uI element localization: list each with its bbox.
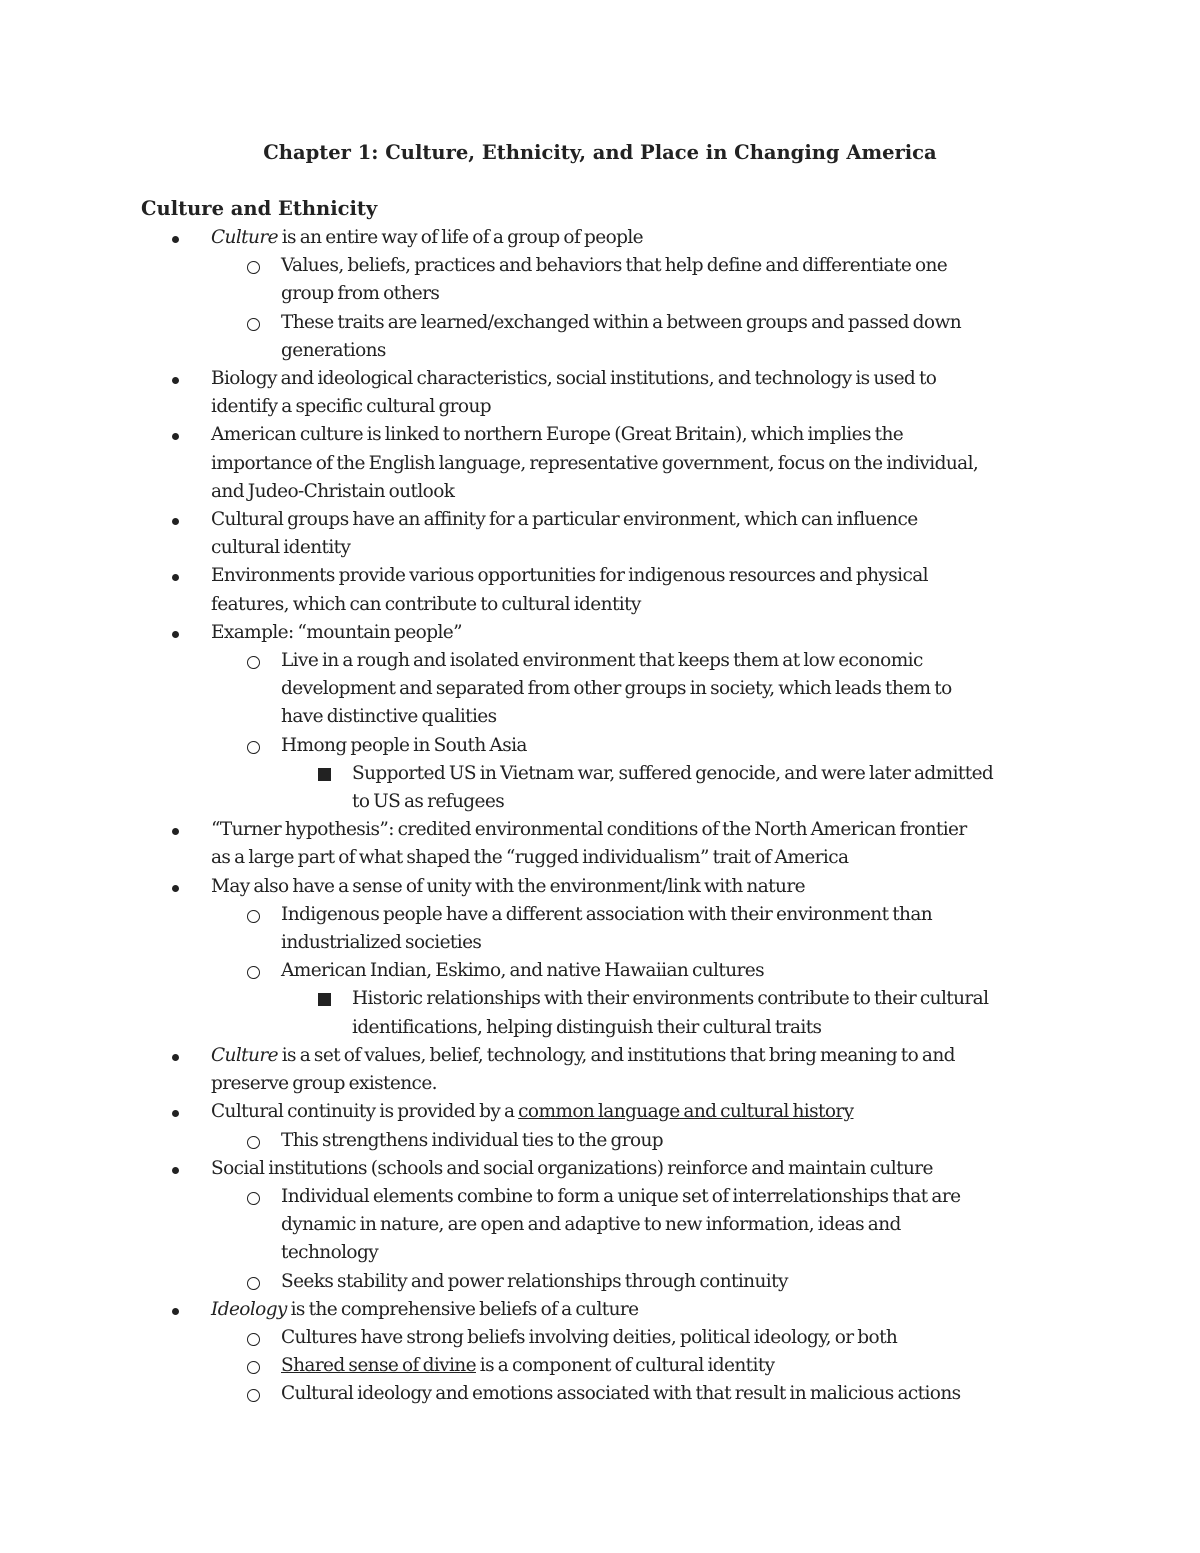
list-item-line [352, 760, 1200, 788]
list-item-line [211, 873, 1200, 901]
list-item-text: Indigenous people have a different association with their environment than [281, 903, 933, 925]
bullet-dot-icon [172, 1155, 179, 1183]
list-item [0, 252, 1200, 308]
list-item-line [281, 1352, 1200, 1380]
list-item-text: Cultures have strong beliefs involving deities, political ideology, or both [281, 1326, 898, 1348]
list-item [0, 1155, 1200, 1183]
list-item [0, 1268, 1200, 1296]
list-item-line [281, 957, 1200, 985]
list-item-line [281, 1239, 1200, 1267]
list-item [0, 365, 1200, 421]
list-item [0, 873, 1200, 901]
list-item-text: This strengthens individual ties to the group [281, 1129, 664, 1151]
bullet-circle-icon [247, 901, 260, 932]
list-item [0, 1042, 1200, 1098]
list-item-text: Live in a rough and isolated environment that keeps them at low economic [281, 650, 923, 672]
list-item-line [281, 252, 1200, 280]
italic-term: Ideology [211, 1298, 287, 1320]
list-item-line [211, 393, 1200, 421]
list-item [0, 1380, 1200, 1408]
list-item-line [281, 675, 1200, 703]
list-item-text: May also have a sense of unity with the environment/link with nature [211, 875, 805, 897]
list-item-line [211, 224, 1200, 252]
list-item-line [211, 844, 1200, 872]
list-item [0, 1296, 1200, 1324]
list-item-text: technology [281, 1242, 379, 1264]
list-item-line [211, 506, 1200, 534]
list-item-text: to US as refugees [352, 791, 505, 813]
section-heading: Culture and Ethnicity [141, 197, 378, 220]
list-item-line [211, 1296, 1200, 1324]
list-item [0, 647, 1200, 732]
underlined-text: Shared sense of divine [281, 1355, 476, 1377]
list-item-text: preserve group existence. [211, 1073, 437, 1095]
list-item-line [211, 562, 1200, 590]
list-item-text: Biology and ideological characteristics, social institutions, and technology is used to [211, 368, 937, 390]
list-item-line [281, 1183, 1200, 1211]
list-item [0, 1352, 1200, 1380]
list-item-text: Cultural groups have an affinity for a particular environment, which can influence [211, 509, 918, 531]
list-item-text: and Judeo-Christain outlook [211, 480, 455, 502]
list-item-text: Individual elements combine to form a unique set of interrelationships that are [281, 1185, 961, 1207]
list-item-text: is the comprehensive beliefs of a culture [286, 1298, 639, 1320]
bullet-circle-icon [247, 309, 260, 340]
list-item [0, 421, 1200, 506]
bullet-dot-icon [172, 1098, 179, 1126]
list-item-line [281, 703, 1200, 731]
list-item [0, 760, 1200, 816]
bullet-circle-icon [247, 1268, 260, 1299]
list-item-text: development and separated from other groups in society, which leads them to [281, 678, 952, 700]
list-item-text: American culture is linked to northern Europe (Great Britain), which implies the [211, 424, 904, 446]
list-item-text: Values, beliefs, practices and behaviors that help define and differentiate one [281, 255, 948, 277]
list-item-text: These traits are learned/exchanged within a between groups and passed down [281, 311, 962, 333]
list-item [0, 309, 1200, 365]
list-item-line [281, 1268, 1200, 1296]
list-item-text: is a set of values, belief, technology, and institutions that bring meaning to and [277, 1044, 955, 1066]
list-item-text: features, which can contribute to cultural identity [211, 593, 641, 615]
list-item-text: “Turner hypothesis”: credited environmental conditions of the North American frontier [211, 819, 967, 841]
list-item-text: identify a specific cultural group [211, 396, 492, 418]
list-item [0, 1127, 1200, 1155]
document-title: Chapter 1: Culture, Ethnicity, and Place in Changing America [263, 141, 937, 164]
list-item-text: importance of the English language, representative government, focus on the individual, [211, 452, 979, 474]
underlined-text: common language and cultural history [518, 1101, 854, 1123]
list-item [0, 619, 1200, 647]
list-item-line [211, 1042, 1200, 1070]
italic-term: Culture [211, 1044, 278, 1066]
bullet-circle-icon [247, 1324, 260, 1355]
list-item-text: industrialized societies [281, 932, 482, 954]
list-item-line [281, 647, 1200, 675]
bullet-circle-icon [247, 647, 260, 678]
bullet-circle-icon [247, 1127, 260, 1158]
list-item-line [211, 619, 1200, 647]
bullet-dot-icon [172, 816, 179, 844]
list-item-line [281, 1127, 1200, 1155]
list-item [0, 901, 1200, 957]
list-item-line [352, 985, 1200, 1013]
bullet-circle-icon [247, 252, 260, 283]
list-item-line [211, 591, 1200, 619]
list-item-line [211, 421, 1200, 449]
list-item-text: group from others [281, 283, 440, 305]
list-item-line [352, 1014, 1200, 1042]
bullet-circle-icon [247, 1183, 260, 1214]
bullet-square-icon [318, 985, 331, 1015]
list-item-text: as a large part of what shaped the “rugged individualism” trait of America [211, 847, 849, 869]
bullet-square-icon [318, 760, 331, 790]
bullet-dot-icon [172, 421, 179, 449]
list-item-line [211, 816, 1200, 844]
list-item-line [281, 929, 1200, 957]
bullet-circle-icon [247, 732, 260, 763]
list-item-line [281, 1211, 1200, 1239]
list-item-line [281, 280, 1200, 308]
list-item-line [211, 1155, 1200, 1183]
bullet-dot-icon [172, 1042, 179, 1070]
list-item-line [281, 1324, 1200, 1352]
list-item-line [211, 365, 1200, 393]
list-item-line [211, 478, 1200, 506]
bullet-dot-icon [172, 562, 179, 590]
list-item-line [211, 534, 1200, 562]
list-item-line [211, 450, 1200, 478]
list-item-text: Hmong people in South Asia [281, 734, 527, 756]
bullet-dot-icon [172, 365, 179, 393]
list-item-line [281, 337, 1200, 365]
list-item-text: Seeks stability and power relationships through continuity [281, 1270, 788, 1292]
list-item [0, 1324, 1200, 1352]
list-item [0, 1098, 1200, 1126]
list-item-text: Historic relationships with their environments contribute to their cultural [352, 988, 989, 1010]
bullet-dot-icon [172, 224, 179, 252]
list-item-line [281, 901, 1200, 929]
list-item-text: Supported US in Vietnam war, suffered genocide, and were later admitted [352, 762, 994, 784]
bullet-dot-icon [172, 506, 179, 534]
bullet-dot-icon [172, 1296, 179, 1324]
list-item-text: identifications, helping distinguish their cultural traits [352, 1016, 822, 1038]
list-item-text: cultural identity [211, 537, 351, 559]
bullet-circle-icon [247, 957, 260, 988]
list-item-text: Cultural ideology and emotions associated with that result in malicious actions [281, 1383, 961, 1405]
list-item-text: Social institutions (schools and social organizations) reinforce and maintain culture [211, 1157, 933, 1179]
list-item-line [281, 1380, 1200, 1408]
outline-list [0, 224, 1200, 1409]
bullet-circle-icon [247, 1352, 260, 1383]
list-item [0, 816, 1200, 872]
list-item [0, 985, 1200, 1041]
italic-term: Culture [211, 227, 278, 248]
list-item-text: is an entire way of life of a group of people [277, 227, 644, 248]
list-item-text: Cultural continuity is provided by a [211, 1101, 519, 1123]
list-item-text: Example: “mountain people” [211, 621, 462, 643]
list-item [0, 506, 1200, 562]
list-item-line [352, 788, 1200, 816]
list-item-text: is a component of cultural identity [475, 1355, 775, 1377]
list-item-text: generations [281, 339, 386, 361]
list-item-line [281, 309, 1200, 337]
list-item-text: have distinctive qualities [281, 706, 497, 728]
bullet-circle-icon [247, 1380, 260, 1411]
list-item-line [211, 1070, 1200, 1098]
list-item-text: Environments provide various opportunities for indigenous resources and physical [211, 565, 928, 587]
list-item-text: American Indian, Eskimo, and native Hawaiian cultures [281, 960, 765, 982]
bullet-dot-icon [172, 619, 179, 647]
list-item [0, 732, 1200, 760]
list-item-line [281, 732, 1200, 760]
list-item [0, 224, 1200, 252]
list-item [0, 957, 1200, 985]
list-item-line [211, 1098, 1200, 1126]
list-item-text: dynamic in nature, are open and adaptive to new information, ideas and [281, 1214, 901, 1236]
list-item [0, 562, 1200, 618]
list-item [0, 1183, 1200, 1268]
bullet-dot-icon [172, 873, 179, 901]
